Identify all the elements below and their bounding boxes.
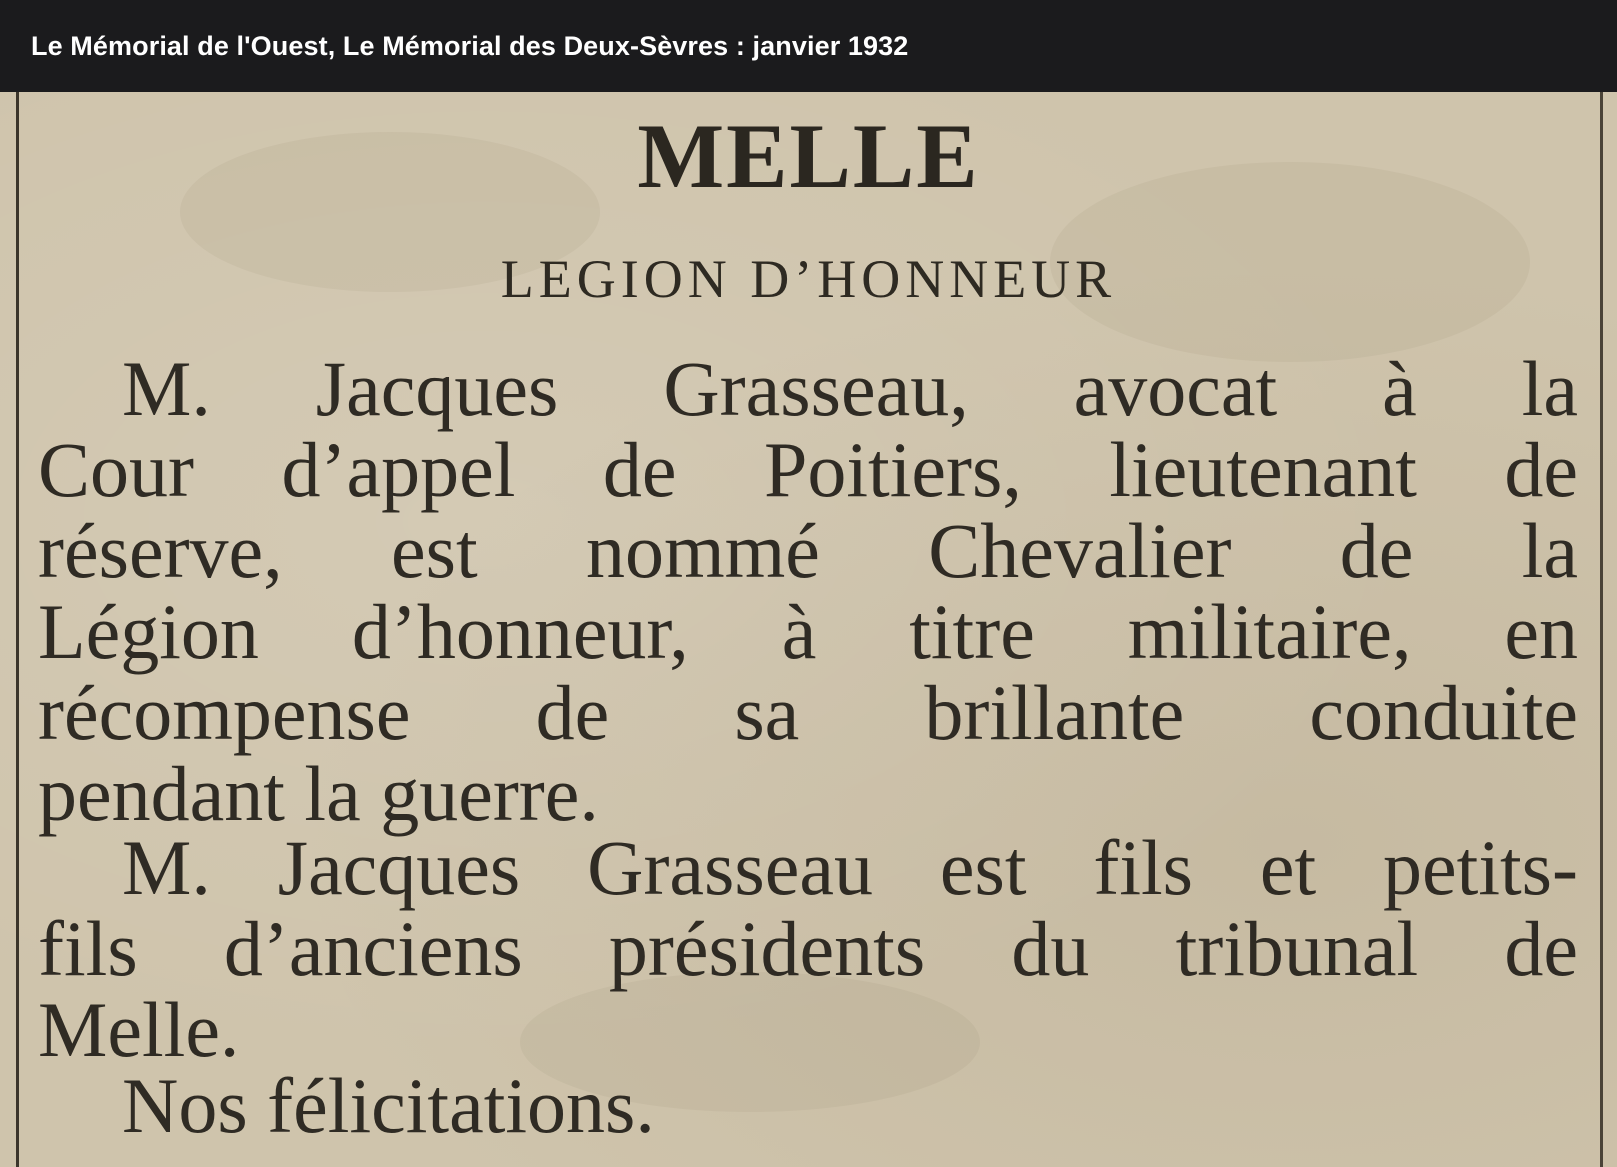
article-line: fils d’anciens présidents du tribunal de — [38, 905, 1578, 992]
article-line: M. Jacques Grasseau est fils et petits- — [122, 824, 1578, 911]
article-line: Légion d’honneur, à titre militaire, en — [38, 588, 1578, 675]
article-line: pendant la guerre. — [38, 750, 599, 837]
article-line: Cour d’appel de Poitiers, lieutenant de — [38, 426, 1578, 513]
article-headline: MELLE — [637, 105, 980, 207]
article-line: Melle. — [38, 986, 240, 1073]
newspaper-clipping — [0, 92, 1617, 1167]
article-line: récompense de sa brillante conduite — [38, 669, 1578, 756]
title-bar — [0, 0, 1617, 92]
article-subheading: LEGION D’HONNEUR — [500, 249, 1117, 309]
article-line: M. Jacques Grasseau, avocat à la — [122, 345, 1578, 432]
article-line: réserve, est nommé Chevalier de la — [38, 507, 1578, 594]
window-title: Le Mémorial de l'Ouest, Le Mémorial des Deux-Sèvres : janvier 1932 — [31, 30, 909, 61]
article-line: Nos félicitations. — [122, 1062, 655, 1149]
